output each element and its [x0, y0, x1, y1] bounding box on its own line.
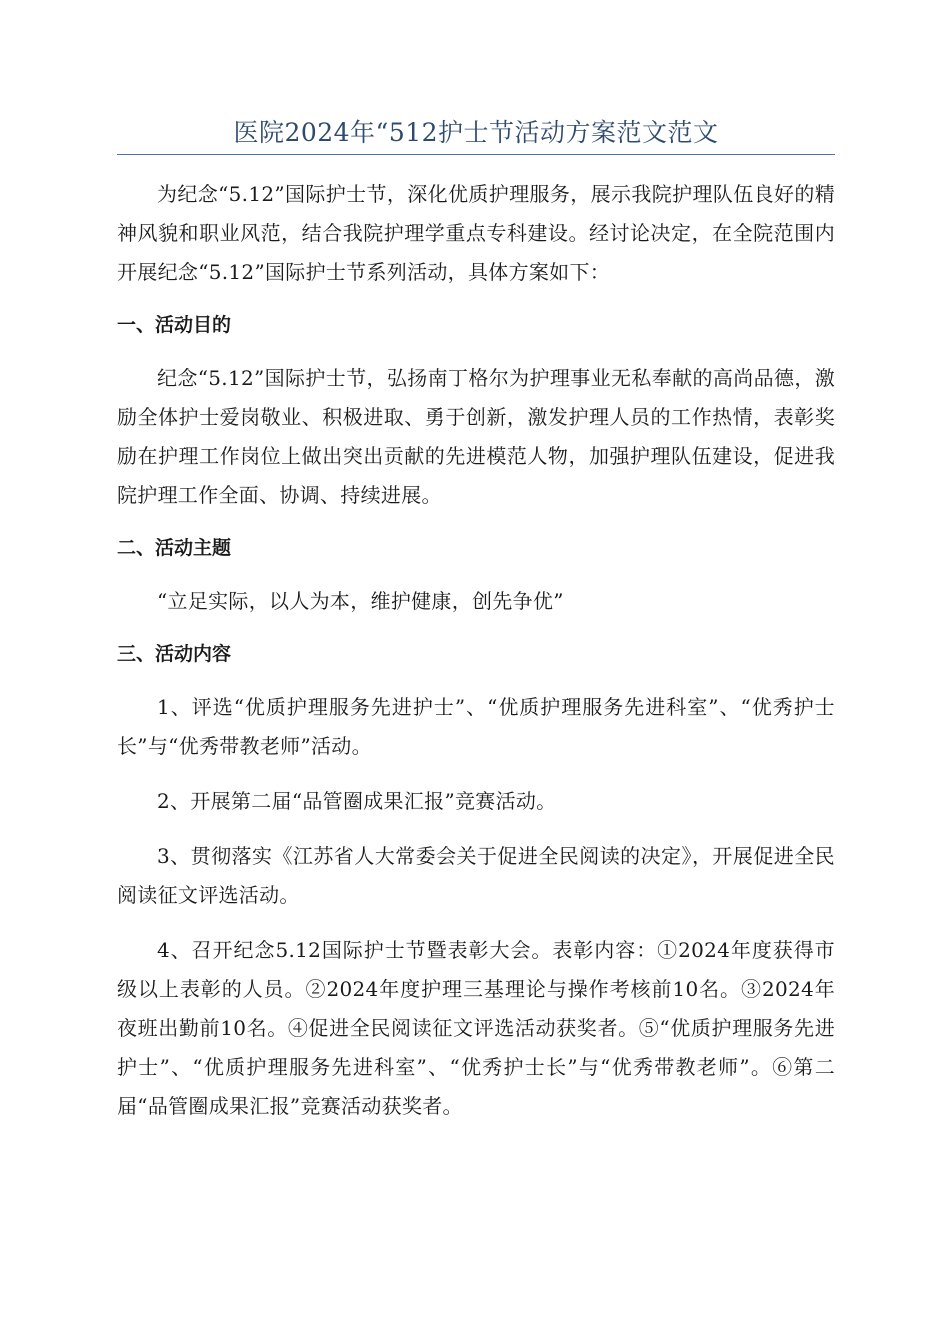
spacer: [117, 821, 835, 837]
title-underline: [117, 154, 835, 155]
theme-paragraph: “立足实际，以人为本，维护健康，创先争优”: [157, 589, 564, 613]
document-title: 医院2024年“512护士节活动方案范文范文: [233, 118, 719, 147]
spacer: [117, 766, 835, 782]
section-heading-purpose: 一、活动目的: [117, 314, 232, 336]
spacer: [117, 515, 835, 529]
purpose-paragraph: 纪念“5.12”国际护士节，弘扬南丁格尔为护理事业无私奉献的高尚品德，激励全体护士爱岗敬业、积极进取、勇于创新，激发护理人员的工作热情，表彰奖励在护理工作岗位上做出突出贡献的先进模范人物，加强护理队伍建设，促进我院护理工作全面、协调、持续进展。: [117, 366, 835, 507]
section-heading-theme: 二、活动主题: [117, 537, 232, 559]
document-page: [117, 112, 835, 1126]
spacer: [117, 674, 835, 688]
section-heading-content: 三、活动内容: [117, 643, 232, 665]
spacer: [117, 568, 835, 582]
content-item-4: 4、召开纪念5.12国际护士节暨表彰大会。表彰内容：①2024年度获得市级以上表彰的人员。②2024年度护理三基理论与操作考核前10名。③2024年夜班出勤前10名。④促进全民阅读征文评选活动获奖者。⑤“优质护理服务先进护士”、“优质护理服务先进科室”、“优秀护士长”与“优秀带教老师”。⑥第二届“品管圈成果汇报”竞赛活动获奖者。: [117, 938, 835, 1118]
spacer: [117, 621, 835, 635]
spacer: [117, 345, 835, 359]
spacer: [117, 292, 835, 306]
content-item-3: 3、贯彻落实《江苏省人大常委会关于促进全民阅读的决定》，开展促进全民阅读征文评选活动。: [117, 844, 835, 907]
content-item-2: 2、开展第二届“品管圈成果汇报”竞赛活动。: [157, 789, 557, 813]
content-item-1: 1、评选“优质护理服务先进护士”、“优质护理服务先进科室”、“优秀护士长”与“优秀带教老师”活动。: [117, 695, 835, 758]
spacer: [117, 915, 835, 931]
intro-paragraph: 为纪念“5.12”国际护士节，深化优质护理服务，展示我院护理队伍良好的精神风貌和职业风范，结合我院护理学重点专科建设。经讨论决定，在全院范围内开展纪念“5.12”国际护士节系列活动，具体方案如下：: [117, 182, 835, 284]
